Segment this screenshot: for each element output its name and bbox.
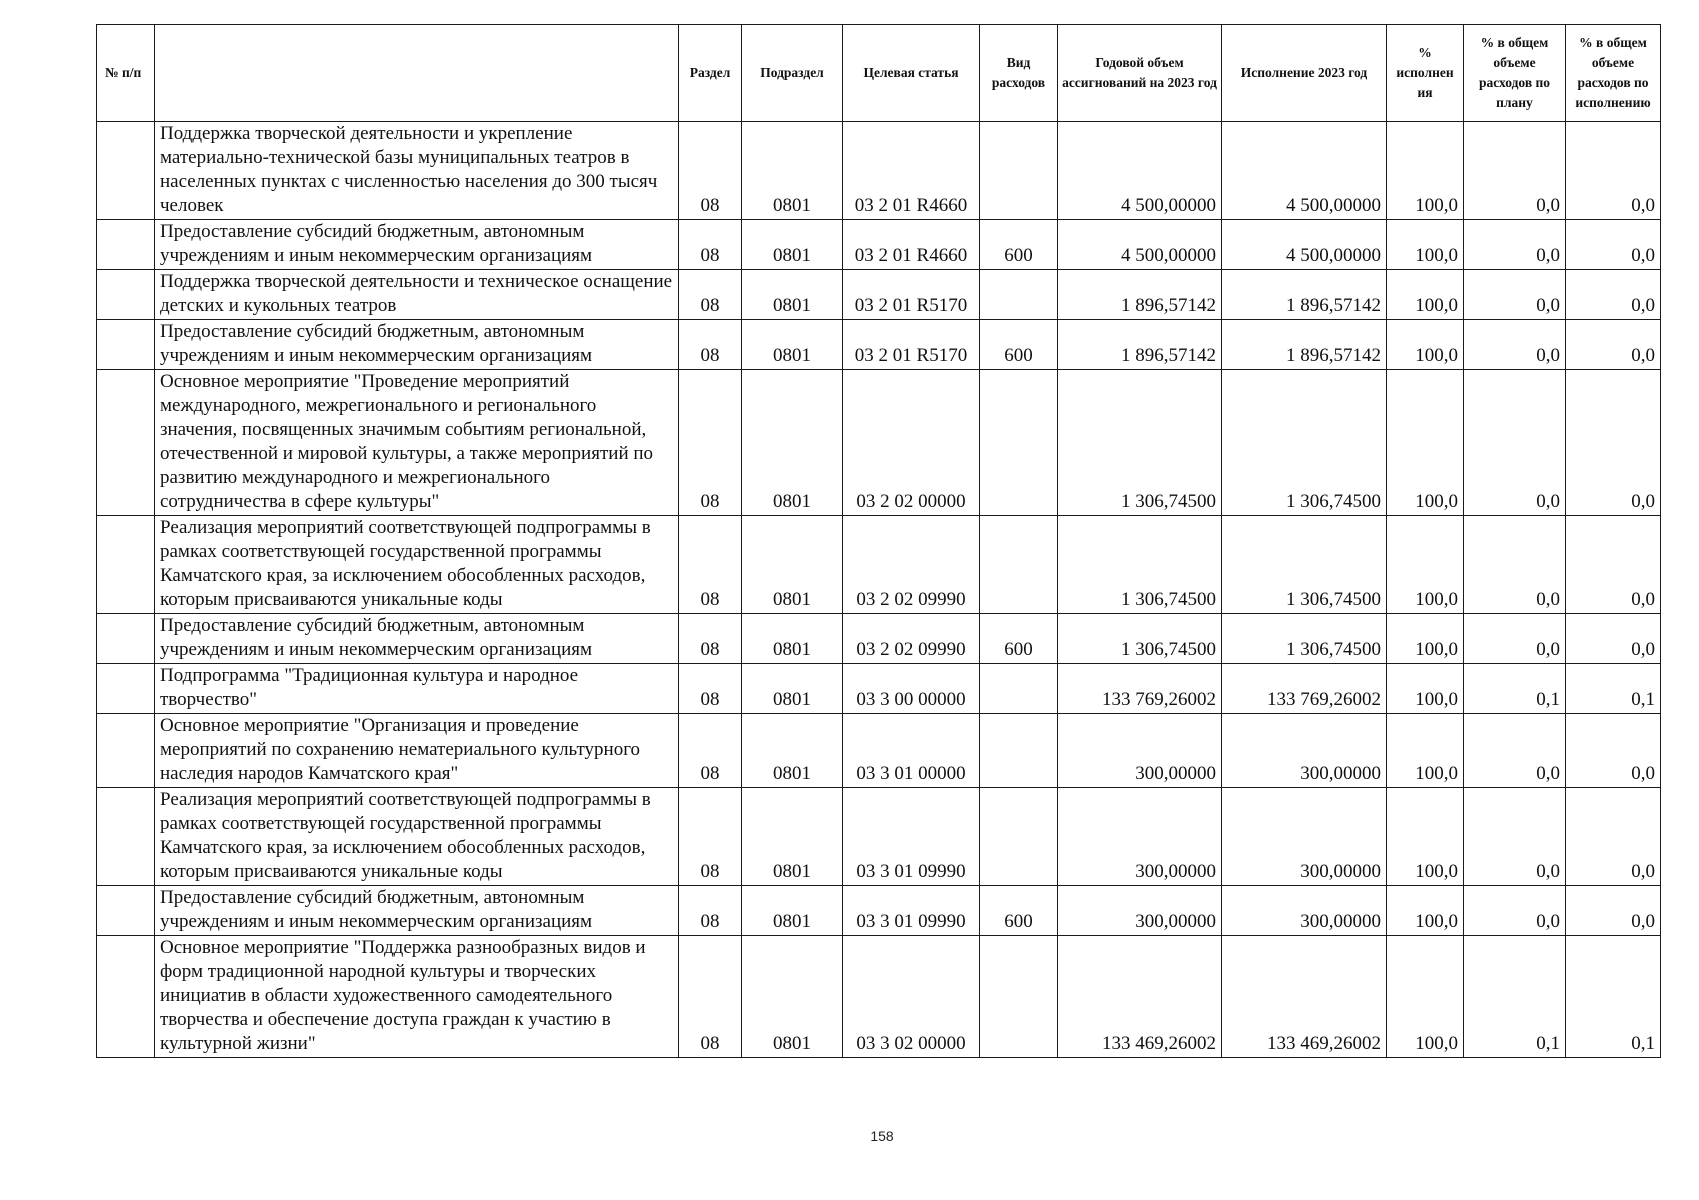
cell-execution: 1 896,57142 xyxy=(1222,320,1387,370)
cell-share-plan: 0,0 xyxy=(1464,788,1566,886)
cell-num xyxy=(97,220,155,270)
table-row xyxy=(97,220,1661,270)
cell-share-plan: 0,0 xyxy=(1464,270,1566,320)
budget-table xyxy=(96,24,1661,1058)
table-row xyxy=(97,664,1661,714)
cell-name: Подпрограмма "Традиционная культура и народное творчество" xyxy=(155,664,679,714)
cell-annual-plan: 1 306,74500 xyxy=(1058,614,1222,664)
cell-target-article: 03 3 01 00000 xyxy=(843,714,980,788)
cell-name: Основное мероприятие "Организация и проведение мероприятий по сохранению нематериального культурного наследия народов Камчатского края" xyxy=(155,714,679,788)
cell-expense-type: 600 xyxy=(980,320,1058,370)
table-row xyxy=(97,370,1661,516)
cell-percent-executed: 100,0 xyxy=(1387,936,1464,1058)
cell-share-execution: 0,0 xyxy=(1566,516,1661,614)
cell-razdel: 08 xyxy=(679,122,742,220)
cell-execution: 1 306,74500 xyxy=(1222,614,1387,664)
cell-num xyxy=(97,122,155,220)
cell-execution: 4 500,00000 xyxy=(1222,122,1387,220)
cell-razdel: 08 xyxy=(679,370,742,516)
cell-share-plan: 0,0 xyxy=(1464,370,1566,516)
table-row xyxy=(97,516,1661,614)
page-number: 158 xyxy=(870,1128,894,1144)
cell-percent-executed: 100,0 xyxy=(1387,886,1464,936)
cell-expense-type: 600 xyxy=(980,886,1058,936)
cell-expense-type: 600 xyxy=(980,614,1058,664)
cell-num xyxy=(97,370,155,516)
table-body xyxy=(97,122,1661,1058)
header-percent-executed: % исполнен ия xyxy=(1387,25,1464,122)
cell-percent-executed: 100,0 xyxy=(1387,370,1464,516)
cell-podrazdel: 0801 xyxy=(742,936,843,1058)
cell-percent-executed: 100,0 xyxy=(1387,714,1464,788)
cell-target-article: 03 2 02 09990 xyxy=(843,614,980,664)
cell-target-article: 03 2 01 R4660 xyxy=(843,122,980,220)
header-razdel: Раздел xyxy=(679,25,742,122)
cell-execution: 1 896,57142 xyxy=(1222,270,1387,320)
cell-execution: 300,00000 xyxy=(1222,788,1387,886)
cell-razdel: 08 xyxy=(679,516,742,614)
cell-name: Поддержка творческой деятельности и укрепление материально-технической базы муниципальных театров в населенных пунктах с численностью населения до 300 тысяч человек xyxy=(155,122,679,220)
cell-name: Предоставление субсидий бюджетным, автономным учреждениям и иным некоммерческим организациям xyxy=(155,886,679,936)
table-row xyxy=(97,270,1661,320)
cell-annual-plan: 1 306,74500 xyxy=(1058,516,1222,614)
cell-podrazdel: 0801 xyxy=(742,614,843,664)
cell-execution: 1 306,74500 xyxy=(1222,370,1387,516)
cell-execution: 133 769,26002 xyxy=(1222,664,1387,714)
cell-execution: 4 500,00000 xyxy=(1222,220,1387,270)
cell-percent-executed: 100,0 xyxy=(1387,614,1464,664)
header-target-article: Целевая статья xyxy=(843,25,980,122)
table-row xyxy=(97,614,1661,664)
cell-annual-plan: 4 500,00000 xyxy=(1058,122,1222,220)
cell-num xyxy=(97,936,155,1058)
table-row xyxy=(97,936,1661,1058)
cell-num xyxy=(97,320,155,370)
cell-podrazdel: 0801 xyxy=(742,516,843,614)
cell-podrazdel: 0801 xyxy=(742,220,843,270)
cell-share-plan: 0,0 xyxy=(1464,122,1566,220)
cell-razdel: 08 xyxy=(679,886,742,936)
cell-share-execution: 0,0 xyxy=(1566,614,1661,664)
cell-podrazdel: 0801 xyxy=(742,270,843,320)
cell-expense-type xyxy=(980,714,1058,788)
cell-share-plan: 0,0 xyxy=(1464,714,1566,788)
cell-share-execution: 0,0 xyxy=(1566,788,1661,886)
header-execution: Исполнение 2023 год xyxy=(1222,25,1387,122)
cell-expense-type xyxy=(980,370,1058,516)
table-row xyxy=(97,886,1661,936)
cell-share-execution: 0,0 xyxy=(1566,220,1661,270)
cell-share-execution: 0,0 xyxy=(1566,370,1661,516)
cell-share-execution: 0,0 xyxy=(1566,270,1661,320)
cell-razdel: 08 xyxy=(679,788,742,886)
cell-razdel: 08 xyxy=(679,936,742,1058)
cell-razdel: 08 xyxy=(679,614,742,664)
cell-podrazdel: 0801 xyxy=(742,788,843,886)
cell-share-plan: 0,1 xyxy=(1464,664,1566,714)
header-annual-plan: Годовой объем ассигнований на 2023 год xyxy=(1058,25,1222,122)
cell-razdel: 08 xyxy=(679,320,742,370)
header-num: № п/п xyxy=(97,25,155,122)
cell-annual-plan: 300,00000 xyxy=(1058,714,1222,788)
cell-podrazdel: 0801 xyxy=(742,886,843,936)
cell-target-article: 03 2 01 R5170 xyxy=(843,320,980,370)
cell-razdel: 08 xyxy=(679,664,742,714)
table-row xyxy=(97,788,1661,886)
cell-percent-executed: 100,0 xyxy=(1387,320,1464,370)
cell-name: Предоставление субсидий бюджетным, автономным учреждениям и иным некоммерческим организациям xyxy=(155,614,679,664)
table-row xyxy=(97,714,1661,788)
cell-expense-type xyxy=(980,936,1058,1058)
cell-expense-type xyxy=(980,664,1058,714)
header-podrazdel: Подраздел xyxy=(742,25,843,122)
cell-name: Поддержка творческой деятельности и техническое оснащение детских и кукольных театров xyxy=(155,270,679,320)
cell-num xyxy=(97,886,155,936)
cell-target-article: 03 3 02 00000 xyxy=(843,936,980,1058)
cell-target-article: 03 2 01 R5170 xyxy=(843,270,980,320)
cell-target-article: 03 2 02 00000 xyxy=(843,370,980,516)
cell-share-plan: 0,0 xyxy=(1464,320,1566,370)
cell-execution: 300,00000 xyxy=(1222,714,1387,788)
cell-podrazdel: 0801 xyxy=(742,320,843,370)
cell-share-plan: 0,1 xyxy=(1464,936,1566,1058)
header-name xyxy=(155,25,679,122)
cell-share-plan: 0,0 xyxy=(1464,220,1566,270)
cell-podrazdel: 0801 xyxy=(742,714,843,788)
cell-num xyxy=(97,714,155,788)
cell-share-execution: 0,0 xyxy=(1566,320,1661,370)
cell-razdel: 08 xyxy=(679,714,742,788)
cell-share-execution: 0,0 xyxy=(1566,122,1661,220)
cell-target-article: 03 3 01 09990 xyxy=(843,886,980,936)
cell-annual-plan: 133 469,26002 xyxy=(1058,936,1222,1058)
cell-expense-type xyxy=(980,516,1058,614)
cell-target-article: 03 3 00 00000 xyxy=(843,664,980,714)
cell-target-article: 03 2 01 R4660 xyxy=(843,220,980,270)
cell-share-execution: 0,0 xyxy=(1566,886,1661,936)
cell-name: Предоставление субсидий бюджетным, автономным учреждениям и иным некоммерческим организациям xyxy=(155,220,679,270)
cell-execution: 300,00000 xyxy=(1222,886,1387,936)
cell-expense-type: 600 xyxy=(980,220,1058,270)
cell-razdel: 08 xyxy=(679,270,742,320)
cell-execution: 1 306,74500 xyxy=(1222,516,1387,614)
cell-share-execution: 0,1 xyxy=(1566,664,1661,714)
cell-num xyxy=(97,270,155,320)
cell-annual-plan: 133 769,26002 xyxy=(1058,664,1222,714)
cell-execution: 133 469,26002 xyxy=(1222,936,1387,1058)
cell-target-article: 03 3 01 09990 xyxy=(843,788,980,886)
cell-share-plan: 0,0 xyxy=(1464,516,1566,614)
cell-name: Реализация мероприятий соответствующей подпрограммы в рамках соответствующей государственной программы Камчатского края, за исключением обособленных расходов, которым присваиваются уникальные коды xyxy=(155,788,679,886)
table-header-row xyxy=(97,25,1661,122)
header-share-execution: % в общем объеме расходов по исполнению xyxy=(1566,25,1661,122)
cell-share-execution: 0,1 xyxy=(1566,936,1661,1058)
cell-annual-plan: 300,00000 xyxy=(1058,788,1222,886)
cell-percent-executed: 100,0 xyxy=(1387,122,1464,220)
cell-annual-plan: 4 500,00000 xyxy=(1058,220,1222,270)
cell-name: Основное мероприятие "Проведение мероприятий международного, межрегионального и регионального значения, посвященных значимым событиям региональной, отечественной и мировой культуры, а также мероприятий по развитию международного и межрегионального сотрудничества в сфере культуры" xyxy=(155,370,679,516)
cell-num xyxy=(97,788,155,886)
cell-annual-plan: 300,00000 xyxy=(1058,886,1222,936)
cell-razdel: 08 xyxy=(679,220,742,270)
cell-num xyxy=(97,614,155,664)
header-expense-type: Вид расходов xyxy=(980,25,1058,122)
cell-num xyxy=(97,516,155,614)
cell-percent-executed: 100,0 xyxy=(1387,270,1464,320)
table-row xyxy=(97,320,1661,370)
cell-percent-executed: 100,0 xyxy=(1387,220,1464,270)
cell-podrazdel: 0801 xyxy=(742,664,843,714)
cell-annual-plan: 1 306,74500 xyxy=(1058,370,1222,516)
table-row xyxy=(97,122,1661,220)
cell-share-plan: 0,0 xyxy=(1464,614,1566,664)
cell-percent-executed: 100,0 xyxy=(1387,516,1464,614)
cell-annual-plan: 1 896,57142 xyxy=(1058,270,1222,320)
cell-share-plan: 0,0 xyxy=(1464,886,1566,936)
cell-annual-plan: 1 896,57142 xyxy=(1058,320,1222,370)
cell-percent-executed: 100,0 xyxy=(1387,788,1464,886)
header-share-plan: % в общем объеме расходов по плану xyxy=(1464,25,1566,122)
cell-expense-type xyxy=(980,788,1058,886)
cell-name: Предоставление субсидий бюджетным, автономным учреждениям и иным некоммерческим организациям xyxy=(155,320,679,370)
cell-name: Основное мероприятие "Поддержка разнообразных видов и форм традиционной народной культуры и творческих инициатив в области художественного самодеятельного творчества и обеспечение доступа граждан к участию в культурной жизни" xyxy=(155,936,679,1058)
cell-share-execution: 0,0 xyxy=(1566,714,1661,788)
cell-podrazdel: 0801 xyxy=(742,122,843,220)
cell-expense-type xyxy=(980,270,1058,320)
cell-podrazdel: 0801 xyxy=(742,370,843,516)
cell-expense-type xyxy=(980,122,1058,220)
cell-num xyxy=(97,664,155,714)
cell-name: Реализация мероприятий соответствующей подпрограммы в рамках соответствующей государственной программы Камчатского края, за исключением обособленных расходов, которым присваиваются уникальные коды xyxy=(155,516,679,614)
cell-percent-executed: 100,0 xyxy=(1387,664,1464,714)
cell-target-article: 03 2 02 09990 xyxy=(843,516,980,614)
